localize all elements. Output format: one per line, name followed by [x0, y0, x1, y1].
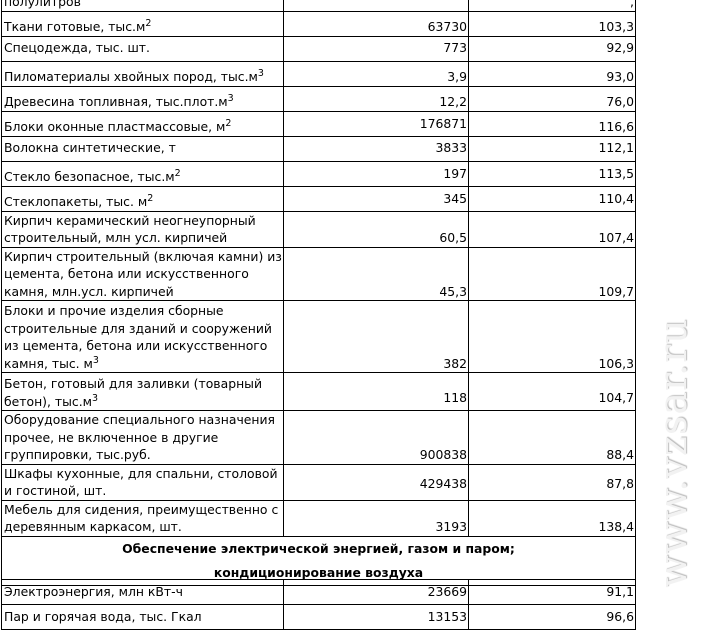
- product-value: 3193: [284, 500, 469, 536]
- product-index: 103,3: [469, 11, 636, 36]
- table-row: [2, 11, 636, 36]
- product-name: Оборудование специального назначения прочее, не включенное в другие группировки, тыс.руб.: [2, 411, 284, 465]
- product-value: 3,9: [284, 61, 469, 86]
- product-name: Стеклопакеты, тыс. $м^2$: [2, 186, 284, 211]
- product-index: 104,7: [469, 373, 636, 411]
- table-row: [2, 136, 636, 161]
- product-name: Древесина топливная, $тыс.плот.м^3$: [2, 86, 284, 111]
- table-row: [2, 247, 636, 301]
- product-value: 45,3: [284, 247, 469, 301]
- product-value: 63730: [284, 11, 469, 36]
- table-row: [2, 61, 636, 86]
- product-index: 138,4: [469, 500, 636, 536]
- product-index: 87,8: [469, 464, 636, 500]
- product-index: ,: [469, 0, 636, 11]
- table-row: [2, 500, 636, 536]
- table-row: [2, 411, 636, 465]
- product-value: 429438: [284, 464, 469, 500]
- product-index: 106,3: [469, 301, 636, 373]
- product-value: 197: [284, 161, 469, 186]
- table-row: [2, 580, 636, 605]
- product-name: Шкафы кухонные, для спальни, столовой и гостиной, шт.: [2, 464, 284, 500]
- product-value: 773: [284, 36, 469, 61]
- product-value: 23669: [284, 580, 469, 605]
- product-name: Блоки оконные пластмассовые, $м^2$: [2, 111, 284, 136]
- product-name: Спецодежда, тыс. шт.: [2, 36, 284, 61]
- energy-table: [1, 579, 636, 630]
- table-row: [2, 36, 636, 61]
- product-index: 113,5: [469, 161, 636, 186]
- section-title-line2: кондиционирование воздуха: [213, 564, 424, 580]
- product-value: 345: [284, 186, 469, 211]
- product-value: 382: [284, 301, 469, 373]
- product-index: 76,0: [469, 86, 636, 111]
- section-title: [2, 536, 636, 585]
- table-row: [2, 161, 636, 186]
- table-row: [2, 211, 636, 247]
- product-name: полулитров: [2, 0, 284, 11]
- product-name: Бетон, готовый для заливки (товарный бетон), $тыс.м^3$: [2, 373, 284, 411]
- product-value: 176871: [284, 111, 469, 136]
- production-table: [1, 0, 636, 586]
- product-value: [284, 0, 469, 11]
- table-row: [2, 373, 636, 411]
- product-value: 3833: [284, 136, 469, 161]
- table-row: [2, 111, 636, 136]
- product-name: Пиломатериалы хвойных пород, $тыс.м^3$: [2, 61, 284, 86]
- section-header-row: [2, 536, 636, 585]
- product-index: 109,7: [469, 247, 636, 301]
- product-index: 93,0: [469, 61, 636, 86]
- product-index: 116,6: [469, 111, 636, 136]
- product-value: 12,2: [284, 86, 469, 111]
- product-value: 900838: [284, 411, 469, 465]
- product-index: 110,4: [469, 186, 636, 211]
- table-row: [2, 0, 636, 11]
- table-row: [2, 86, 636, 111]
- watermark: [651, 290, 695, 615]
- table-row: [2, 186, 636, 211]
- product-name: Пар и горячая вода, тыс. Гкал: [2, 605, 284, 630]
- watermark-text: www.vzsar.ru: [651, 317, 695, 588]
- product-value: 13153: [284, 605, 469, 630]
- product-index: 107,4: [469, 211, 636, 247]
- product-value: 60,5: [284, 211, 469, 247]
- product-name: Электроэнергия, млн кВт-ч: [2, 580, 284, 605]
- product-name: Кирпич строительный (включая камни) из цемента, бетона или искусственного камня, млн.усл. кирпичей: [2, 247, 284, 301]
- product-name: Кирпич керамический неогнеупорный строительный, млн усл. кирпичей: [2, 211, 284, 247]
- product-index: 88,4: [469, 411, 636, 465]
- product-name: Стекло безопасное, $тыс.м^2$: [2, 161, 284, 186]
- table-row: [2, 301, 636, 373]
- product-value: 118: [284, 373, 469, 411]
- product-index: 91,1: [469, 580, 636, 605]
- product-name: Ткани готовые, $тыс.м^2$: [2, 11, 284, 36]
- product-index: 92,9: [469, 36, 636, 61]
- product-name: Мебель для сидения, преимущественно с деревянным каркасом, шт.: [2, 500, 284, 536]
- product-name: Блоки и прочие изделия сборные строительные для зданий и сооружений из цемента, бетона или искусственного камня, тыс. $м^3$: [2, 301, 284, 373]
- product-index: 112,1: [469, 136, 636, 161]
- product-index: 96,6: [469, 605, 636, 630]
- section-title-line1: Обеспечение электрической энергией, газом и паром;: [122, 540, 515, 556]
- product-name: Волокна синтетические, т: [2, 136, 284, 161]
- table-row: [2, 464, 636, 500]
- table-row: [2, 605, 636, 630]
